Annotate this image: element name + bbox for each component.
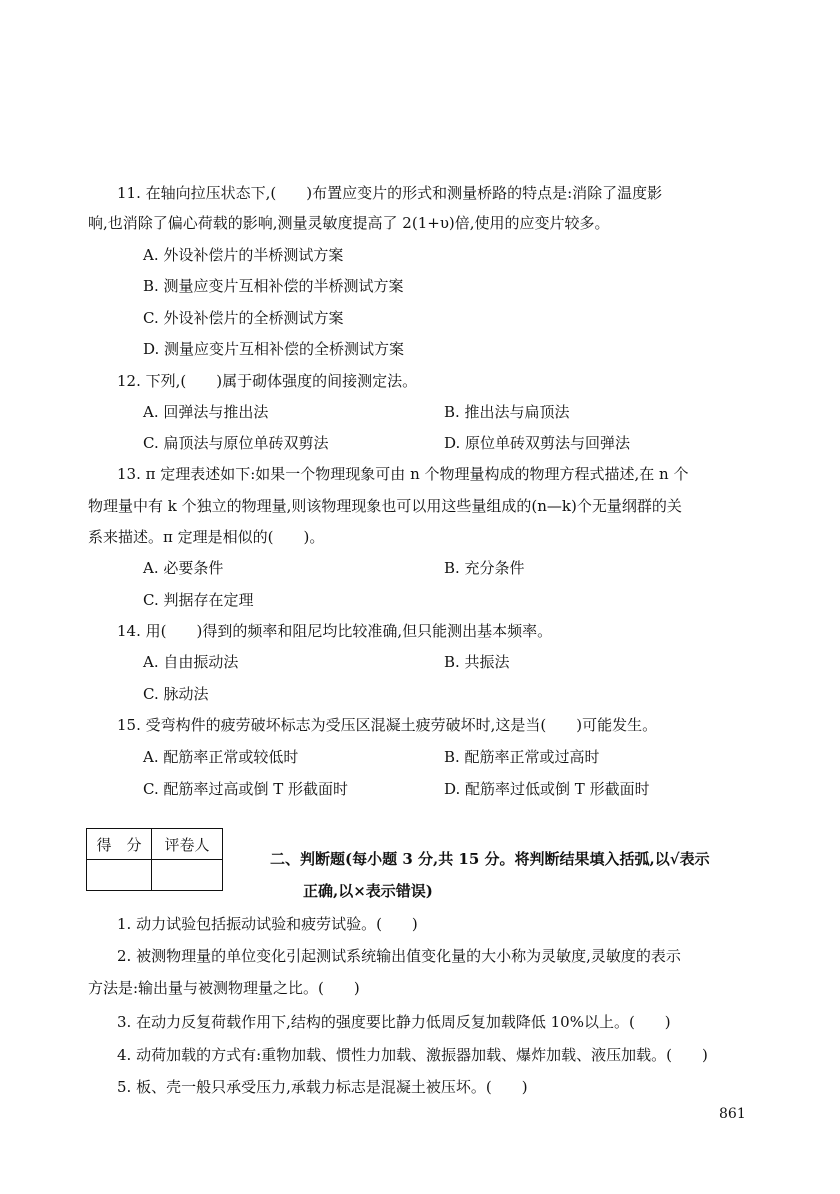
judge-item-2-line2: 方法是:输出量与被测物理量之比。( )	[88, 979, 360, 997]
q14-option-a: A. 自由振动法	[143, 653, 239, 671]
q14-option-c: C. 脉动法	[143, 685, 209, 703]
q13-stem-line3: 系来描述。π 定理是相似的( )。	[88, 528, 325, 546]
judge-item-2-line1: 2. 被测物理量的单位变化引起测试系统输出值变化量的大小称为灵敏度,灵敏度的表示	[117, 947, 681, 965]
q11-stem-line2: 响,也消除了偏心荷载的影响,测量灵敏度提高了 2(1+υ)倍,使用的应变片较多。	[88, 214, 610, 232]
q11-stem-line1: 11. 在轴向拉压状态下,( )布置应变片的形式和测量桥路的特点是:消除了温度影	[117, 184, 663, 202]
grader-header: 评卷人	[152, 829, 223, 860]
page-number: 861	[719, 1106, 746, 1122]
score-cell	[87, 860, 152, 891]
score-table	[86, 828, 223, 891]
q11-option-d: D. 测量应变片互相补偿的全桥测试方案	[143, 340, 405, 358]
q12-option-b: B. 推出法与扁顶法	[444, 403, 570, 421]
q13-stem-line1: 13. π 定理表述如下:如果一个物理现象可由 n 个物理量构成的物理方程式描述,在 n 个	[117, 465, 689, 483]
q12-option-a: A. 回弹法与推出法	[143, 403, 269, 421]
q14-stem: 14. 用( )得到的频率和阻尼均比较准确,但只能测出基本频率。	[117, 622, 553, 640]
q12-option-c: C. 扁顶法与原位单砖双剪法	[143, 434, 329, 452]
score-header: 得 分	[87, 829, 152, 860]
judge-item-1: 1. 动力试验包括振动试验和疲劳试验。( )	[117, 915, 418, 933]
q15-option-c: C. 配筋率过高或倒 T 形截面时	[143, 780, 349, 798]
q13-option-b: B. 充分条件	[444, 559, 525, 577]
q11-option-c: C. 外设补偿片的全桥测试方案	[143, 309, 344, 327]
q13-stem-line2: 物理量中有 k 个独立的物理量,则该物理现象也可以用这些量组成的(n—k)个无量纲群的关	[88, 497, 682, 515]
judge-item-5: 5. 板、壳一般只承受压力,承载力标志是混凝土被压坏。( )	[117, 1078, 528, 1096]
q13-option-c: C. 判据存在定理	[143, 591, 254, 609]
judge-item-3: 3. 在动力反复荷载作用下,结构的强度要比静力低周反复加载降低 10%以上。( )	[117, 1013, 671, 1031]
q15-option-d: D. 配筋率过低或倒 T 形截面时	[444, 780, 650, 798]
q15-stem: 15. 受弯构件的疲劳破坏标志为受压区混凝土疲劳破坏时,这是当( )可能发生。	[117, 716, 658, 734]
judge-item-4: 4. 动荷加载的方式有:重物加载、惯性力加载、激振器加载、爆炸加载、液压加载。( )	[117, 1046, 708, 1064]
grader-cell	[152, 860, 223, 891]
section2-title-line2: 正确,以×表示错误)	[303, 882, 433, 900]
q15-option-b: B. 配筋率正常或过高时	[444, 748, 600, 766]
q14-option-b: B. 共振法	[444, 653, 510, 671]
q12-stem: 12. 下列,( )属于砌体强度的间接测定法。	[117, 372, 418, 390]
section2-title-line1: 二、判断题(每小题 3 分,共 15 分。将判断结果填入括弧,以√表示	[270, 850, 710, 868]
q12-option-d: D. 原位单砖双剪法与回弹法	[444, 434, 631, 452]
q15-option-a: A. 配筋率正常或较低时	[143, 748, 299, 766]
q13-option-a: A. 必要条件	[143, 559, 224, 577]
q11-option-a: A. 外设补偿片的半桥测试方案	[143, 246, 344, 264]
q11-option-b: B. 测量应变片互相补偿的半桥测试方案	[143, 277, 404, 295]
